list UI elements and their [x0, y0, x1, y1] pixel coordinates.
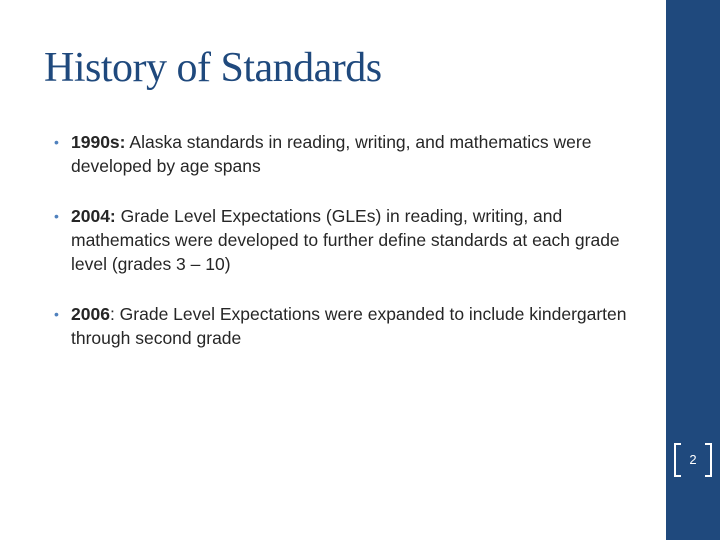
left-bracket-icon [674, 443, 681, 477]
bullet-key: 1990s: [71, 132, 126, 152]
slide-title: History of Standards [44, 45, 382, 91]
bullet-dot-icon: • [54, 208, 59, 224]
bullet-item-2006 [54, 302, 634, 350]
bullet-dot-icon: • [54, 134, 59, 150]
bullet-item-2004 [54, 204, 634, 276]
bullet-item-1990s [54, 130, 634, 178]
bullet-dot-icon: • [54, 306, 59, 322]
right-bracket-icon [705, 443, 712, 477]
bullet-text: Grade Level Expectations (GLEs) in reading, writing, and mathematics were developed to further define standards at each grade level (grades 3 – 10) [71, 206, 620, 274]
bullet-list [54, 130, 634, 350]
bullet-text: : Grade Level Expectations were expanded to include kindergarten through second grade [71, 304, 627, 348]
bullet-key: 2006 [71, 304, 110, 324]
bullet-key: 2004: [71, 206, 116, 226]
bullet-text: Alaska standards in reading, writing, and mathematics were developed by age spans [71, 132, 592, 176]
page-number: 2 [689, 452, 697, 467]
